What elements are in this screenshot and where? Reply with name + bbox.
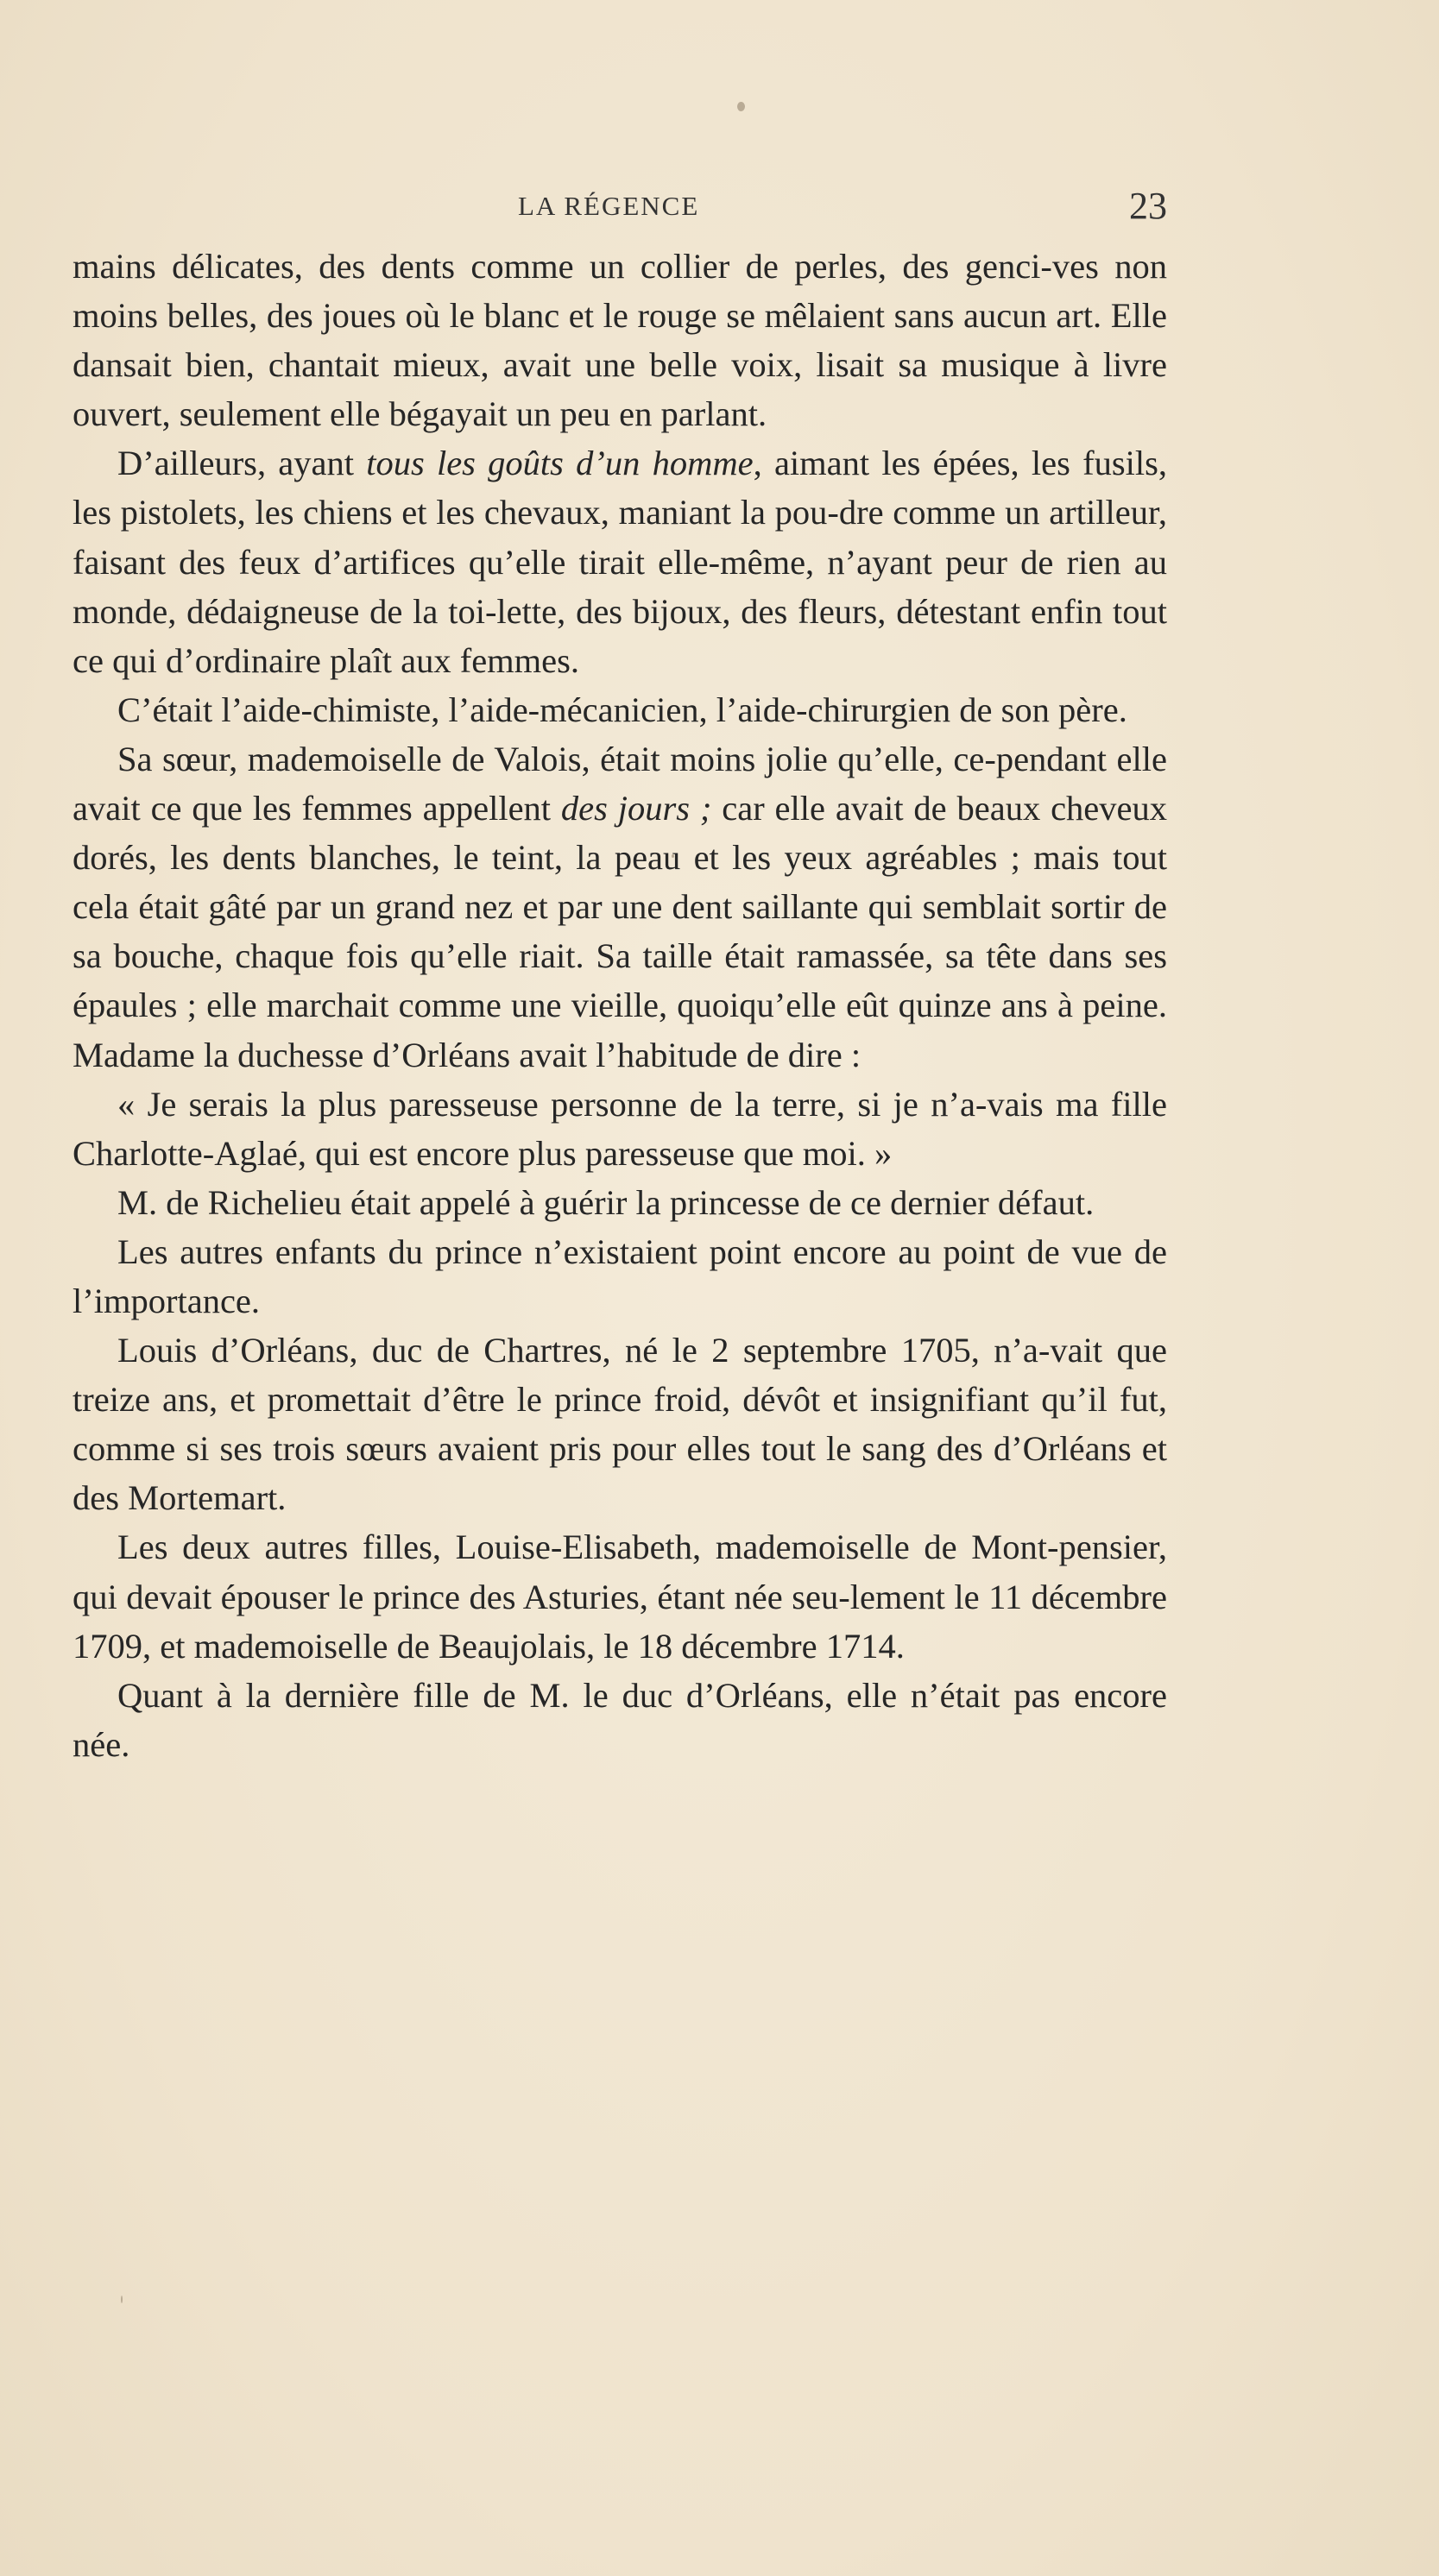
page-number: 23 [1129, 185, 1167, 227]
paragraph-text: Sa sœur, mademoiselle de Valois, était moins jolie qu’elle, ce-pendant elle avait ce que les femmes appellent [73, 739, 1167, 828]
italic-text: tous les goûts d’un homme [366, 444, 754, 483]
paragraph-text: D’ailleurs, ayant [117, 444, 367, 483]
paragraph-text: Les autres enfants du prince n’existaient point encore au point de vue de l’importance. [73, 1231, 1167, 1320]
paragraph-text: car elle avait de beaux cheveux dorés, les dents blanches, le teint, la peau et les yeux agréables ; mais tout cela était gâté par un grand nez et par une dent saillante qui semblait sortir de sa bouche, chaque fois qu’elle riait. Sa taille était ramassée, sa tête dans ses épaules ; elle marchait comme une vieille, quoiqu’elle eût quinze ans à peine. Madame la duchesse d’Orléans avait l’habitude de dire : [73, 789, 1167, 1074]
paper-speck [121, 2296, 123, 2303]
paragraph [73, 685, 1167, 734]
paragraph [73, 734, 1167, 1080]
paragraph-text: M. de Richelieu était appelé à guérir la princesse de ce dernier défaut. [117, 1182, 1095, 1222]
paragraph [73, 1227, 1167, 1326]
paragraph [73, 1178, 1167, 1227]
paragraph-text: « Je serais la plus paresseuse personne de la terre, si je n’a-vais ma fille Charlotte-Aglaé, qui est encore plus paresseuse que moi. » [73, 1084, 1167, 1173]
paragraph [73, 1080, 1167, 1178]
page-header [73, 184, 1167, 236]
running-title: LA RÉGENCE [518, 191, 700, 221]
paragraph [73, 1671, 1167, 1769]
paragraph-text: mains délicates, des dents comme un collier de perles, des genci-ves non moins belles, des joues où le blanc et le rouge se mêlaient sans aucun art. Elle dansait bien, chantait mieux, avait une belle voix, lisait sa musique à livre ouvert, seulement elle bégayait un peu en parlant. [73, 247, 1167, 434]
paragraph-text: Louis d’Orléans, duc de Chartres, né le 2 septembre 1705, n’a-vait que treize ans, et promettait d’être le prince froid, dévôt et insignifiant qu’il fut, comme si ses trois sœurs avaient pris pour elles tout le sang des d’Orléans et des Mortemart. [73, 1331, 1167, 1518]
paragraph [73, 242, 1167, 438]
paragraph-text: C’était l’aide-chimiste, l’aide-mécanicien, l’aide-chirurgien de son père. [117, 690, 1127, 729]
paper-speck [737, 102, 745, 111]
body-text [73, 242, 1167, 1769]
paragraph-text: Quant à la dernière fille de M. le duc d’Orléans, elle n’était pas encore née. [73, 1675, 1167, 1764]
paragraph-text: Les deux autres filles, Louise-Elisabeth, mademoiselle de Mont-pensier, qui devait épouser le prince des Asturies, étant née seu-lement le 11 décembre 1709, et mademoiselle de Beaujolais, le 18 décembre 1714. [73, 1527, 1167, 1666]
paragraph [73, 1522, 1167, 1670]
paragraph-text: , aimant les épées, les fusils, les pistolets, les chiens et les chevaux, maniant la pou-dre comme un artilleur, faisant des feux d’artifices qu’elle tirait elle-même, n’ayant peur de rien au monde, dédaigneuse de la toi-lette, des bijoux, des fleurs, détestant enfin tout ce qui d’ordinaire plaît aux femmes. [73, 444, 1167, 680]
paragraph [73, 438, 1167, 684]
italic-text: des jours ; [560, 789, 712, 828]
paragraph [73, 1326, 1167, 1522]
